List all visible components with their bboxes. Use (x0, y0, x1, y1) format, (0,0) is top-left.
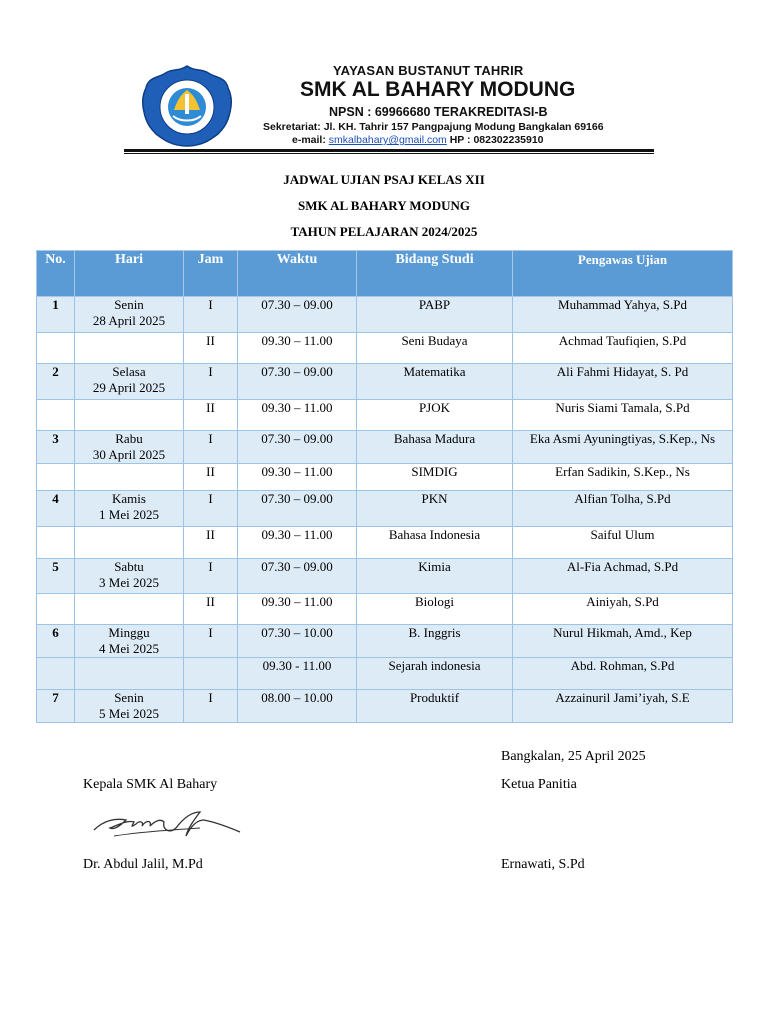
cell-hari (75, 364, 184, 400)
cell-jam: I (184, 625, 238, 658)
cell-pengawas: Azzainuril Jami’iyah, S.E (513, 690, 733, 723)
email-link[interactable]: smkalbahary@gmail.com (328, 134, 447, 146)
cell-day: Kamis (112, 491, 146, 506)
cell-hari (75, 464, 184, 491)
cell-day: Selasa (112, 364, 146, 379)
cell-hari (75, 625, 184, 658)
cell-day: Rabu (115, 431, 143, 446)
cell-pengawas: Nurul Hikmah, Amd., Kep (513, 625, 733, 658)
cell-bidang-studi: B. Inggris (357, 625, 513, 658)
cell-waktu: 07.30 – 09.00 (238, 559, 357, 594)
cell-bidang-studi: Produktif (357, 690, 513, 723)
cell-bidang-studi: Kimia (357, 559, 513, 594)
table-row (37, 333, 733, 364)
cell-bidang-studi: Sejarah indonesia (357, 658, 513, 690)
cell-jam (184, 658, 238, 690)
cell-waktu: 07.30 – 09.00 (238, 431, 357, 464)
cell-no: 1 (37, 297, 75, 333)
cell-no: 4 (37, 491, 75, 527)
cell-pengawas: Saiful Ulum (513, 527, 733, 559)
place-date: Bangkalan, 25 April 2025 (501, 749, 646, 764)
handwritten-signature-icon (90, 806, 250, 842)
letterhead-rule-thin (124, 153, 654, 154)
cell-bidang-studi: Bahasa Indonesia (357, 527, 513, 559)
table-header-row (37, 251, 733, 297)
cell-waktu: 07.30 – 10.00 (238, 625, 357, 658)
table-row (37, 559, 733, 594)
cell-waktu: 09.30 – 11.00 (238, 464, 357, 491)
letterhead-foundation: YAYASAN BUSTANUT TAHRIR (333, 63, 524, 78)
table-row (37, 625, 733, 658)
cell-waktu: 09.30 – 11.00 (238, 400, 357, 431)
cell-jam: II (184, 333, 238, 364)
cell-waktu: 09.30 – 11.00 (238, 527, 357, 559)
letterhead-school-name: SMK AL BAHARY MODUNG (300, 78, 576, 101)
cell-no (37, 658, 75, 690)
cell-no (37, 400, 75, 431)
cell-no: 5 (37, 559, 75, 594)
header-bidang-studi: Bidang Studi (357, 251, 513, 297)
cell-date: 4 Mei 2025 (99, 641, 159, 656)
cell-jam: II (184, 464, 238, 491)
letterhead-address: Sekretariat: Jl. KH. Tahrir 157 Pangpajung Modung Bangkalan 69166 (263, 121, 604, 133)
cell-waktu: 09.30 - 11.00 (238, 658, 357, 690)
cell-no (37, 464, 75, 491)
header-jam: Jam (184, 251, 238, 297)
table-row (37, 464, 733, 491)
cell-pengawas: Abd. Rohman, S.Pd (513, 658, 733, 690)
table-row (37, 491, 733, 527)
cell-date: 3 Mei 2025 (99, 575, 159, 590)
cell-waktu: 08.00 – 10.00 (238, 690, 357, 723)
cell-jam: I (184, 559, 238, 594)
letterhead-npsn: NPSN : 69966680 TERAKREDITASI-B (329, 105, 548, 119)
cell-hari (75, 297, 184, 333)
committee-chair-role: Ketua Panitia (501, 777, 577, 792)
cell-hari (75, 594, 184, 625)
cell-pengawas: Erfan Sadikin, S.Kep., Ns (513, 464, 733, 491)
table-row (37, 690, 733, 723)
cell-waktu: 09.30 – 11.00 (238, 333, 357, 364)
cell-pengawas: Al-Fia Achmad, S.Pd (513, 559, 733, 594)
table-row (37, 400, 733, 431)
document-title: JADWAL UJIAN PSAJ KELAS XII (283, 172, 485, 187)
cell-bidang-studi: PKN (357, 491, 513, 527)
header-pengawas-ujian: Pengawas Ujian (513, 251, 733, 297)
cell-bidang-studi: PABP (357, 297, 513, 333)
table-row (37, 297, 733, 333)
cell-no (37, 594, 75, 625)
cell-pengawas: Eka Asmi Ayuningtiyas, S.Kep., Ns (513, 431, 733, 464)
cell-pengawas: Ali Fahmi Hidayat, S. Pd (513, 364, 733, 400)
phone-number: HP : 082302235910 (449, 134, 544, 146)
cell-no (37, 333, 75, 364)
letterhead-contact (292, 134, 544, 146)
committee-chair-name: Ernawati, S.Pd (501, 857, 585, 872)
table-row (37, 594, 733, 625)
cell-pengawas: Muhammad Yahya, S.Pd (513, 297, 733, 333)
cell-jam: II (184, 594, 238, 625)
cell-pengawas: Achmad Taufiqien, S.Pd (513, 333, 733, 364)
cell-jam: II (184, 527, 238, 559)
cell-day: Senin (114, 297, 144, 312)
header-no: No. (37, 251, 75, 297)
cell-bidang-studi: PJOK (357, 400, 513, 431)
cell-jam: I (184, 431, 238, 464)
school-seal-icon (140, 64, 234, 148)
cell-pengawas: Ainiyah, S.Pd (513, 594, 733, 625)
document-subtitle-school: SMK AL BAHARY MODUNG (297, 198, 471, 213)
cell-pengawas: Alfian Tolha, S.Pd (513, 491, 733, 527)
cell-day: Minggu (108, 625, 150, 640)
cell-pengawas: Nuris Siami Tamala, S.Pd (513, 400, 733, 431)
cell-date: 30 April 2025 (92, 447, 166, 462)
cell-day: Senin (114, 690, 144, 705)
cell-date: 1 Mei 2025 (99, 507, 159, 522)
cell-jam: I (184, 297, 238, 333)
cell-date: 29 April 2025 (92, 380, 166, 395)
cell-hari (75, 527, 184, 559)
cell-jam: I (184, 690, 238, 723)
cell-jam: I (184, 364, 238, 400)
cell-waktu: 07.30 – 09.00 (238, 491, 357, 527)
cell-bidang-studi: Biologi (357, 594, 513, 625)
header-waktu: Waktu (238, 251, 357, 297)
cell-hari (75, 658, 184, 690)
table-row (37, 527, 733, 559)
cell-bidang-studi: Bahasa Madura (357, 431, 513, 464)
cell-bidang-studi: Matematika (357, 364, 513, 400)
header-hari: Hari (75, 251, 184, 297)
principal-role: Kepala SMK Al Bahary (83, 777, 218, 792)
principal-name: Dr. Abdul Jalil, M.Pd (83, 857, 203, 872)
table-row (37, 431, 733, 464)
letterhead-rule-thick (124, 149, 654, 152)
cell-hari (75, 333, 184, 364)
cell-hari (75, 491, 184, 527)
cell-hari (75, 690, 184, 723)
cell-hari (75, 431, 184, 464)
cell-waktu: 07.30 – 09.00 (238, 297, 357, 333)
cell-hari (75, 400, 184, 431)
cell-no: 7 (37, 690, 75, 723)
cell-waktu: 07.30 – 09.00 (238, 364, 357, 400)
cell-no (37, 527, 75, 559)
cell-waktu: 09.30 – 11.00 (238, 594, 357, 625)
email-label: e-mail: (292, 134, 326, 146)
exam-schedule-table (36, 250, 733, 723)
document-subtitle-year: TAHUN PELAJARAN 2024/2025 (290, 224, 478, 239)
cell-day: Sabtu (114, 559, 144, 574)
cell-date: 28 April 2025 (92, 313, 166, 328)
cell-jam: II (184, 400, 238, 431)
cell-hari (75, 559, 184, 594)
cell-bidang-studi: Seni Budaya (357, 333, 513, 364)
cell-no: 6 (37, 625, 75, 658)
cell-no: 2 (37, 364, 75, 400)
cell-no: 3 (37, 431, 75, 464)
table-row (37, 364, 733, 400)
table-row (37, 658, 733, 690)
cell-bidang-studi: SIMDIG (357, 464, 513, 491)
cell-jam: I (184, 491, 238, 527)
cell-date: 5 Mei 2025 (99, 706, 159, 721)
